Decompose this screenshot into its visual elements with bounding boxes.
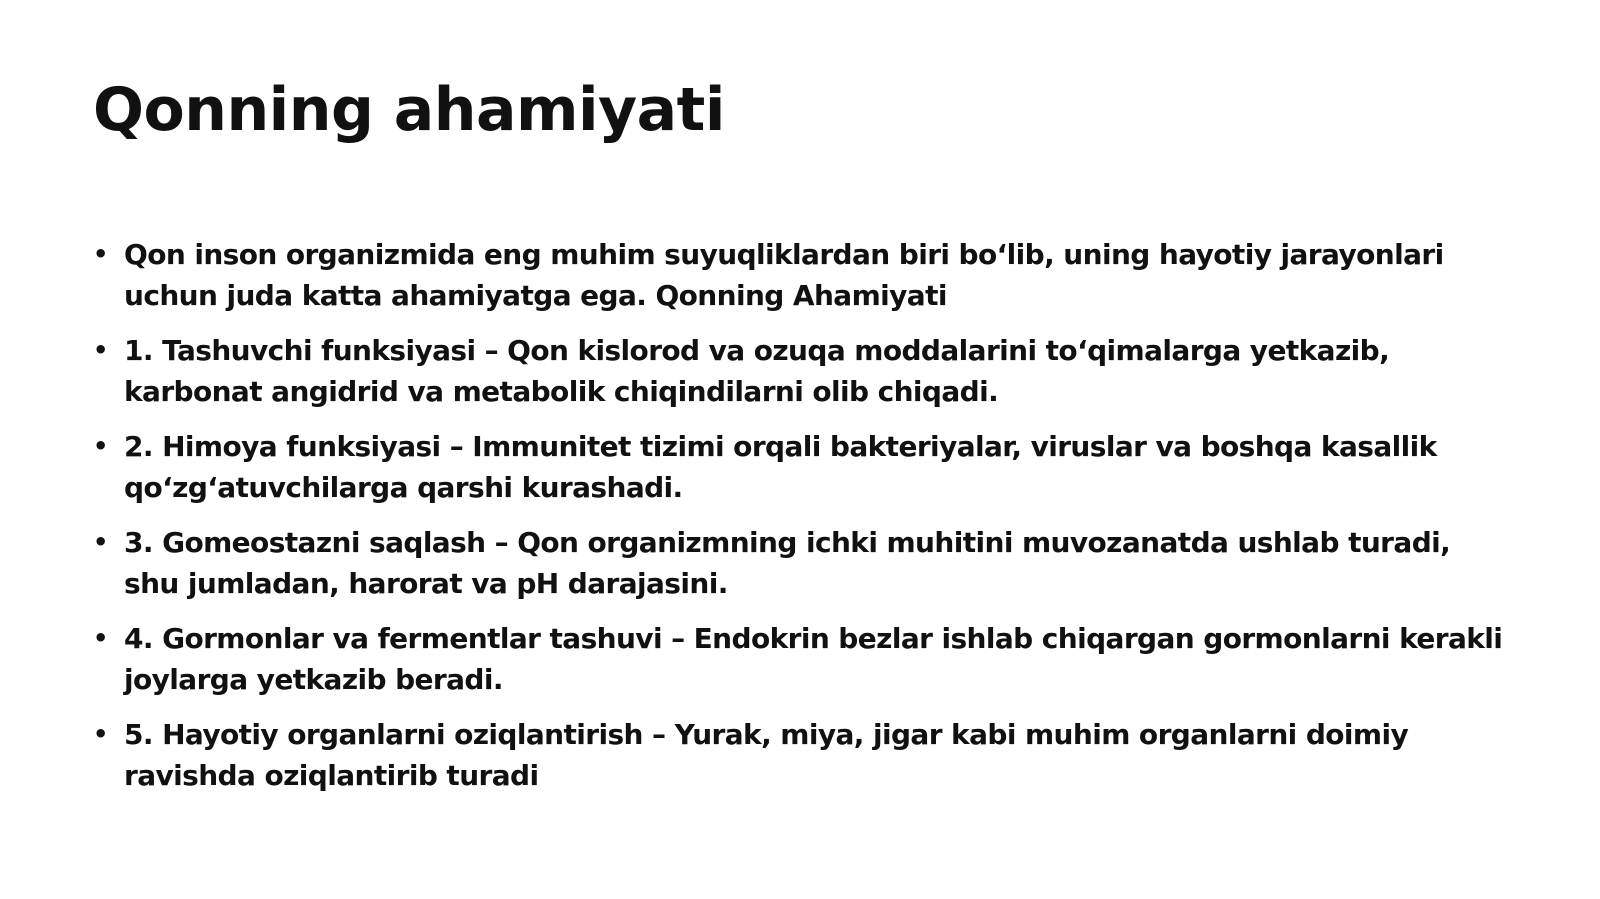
bullet-marker: • — [93, 720, 109, 748]
bullet-text: 2. Himoya funksiyasi – Immunitet tizimi orqali bakteriyalar, viruslar va boshqa kasallik qo‘zg‘atuvchilarga qarshi kurashadi. — [124, 430, 1437, 504]
slide-title: Qonning ahamiyati — [93, 75, 725, 145]
bullet-text: 1. Tashuvchi funksiyasi – Qon kislorod va ozuqa moddalarini to‘qimalarga yetkazib, karbonat angidrid va metabolik chiqindilarni olib chiqadi. — [124, 334, 1390, 408]
bullet-text: 5. Hayotiy organlarni oziqlantirish – Yurak, miya, jigar kabi muhim organlarni doimiy ravishda oziqlantirib turadi — [124, 718, 1409, 792]
bullet-item — [93, 234, 1513, 316]
bullet-marker: • — [93, 336, 109, 364]
bullet-marker: • — [93, 528, 109, 556]
bullet-text: 4. Gormonlar va fermentlar tashuvi – Endokrin bezlar ishlab chiqargan gormonlarni kerakli joylarga yetkazib beradi. — [124, 622, 1503, 696]
bullet-item — [93, 426, 1513, 508]
bullet-marker: • — [93, 624, 109, 652]
bullet-text: 3. Gomeostazni saqlash – Qon organizmning ichki muhitini muvozanatda ushlab turadi, shu jumladan, harorat va pH darajasini. — [124, 526, 1451, 600]
bullet-item — [93, 618, 1513, 700]
bullet-item — [93, 522, 1513, 604]
bullet-list — [93, 234, 1513, 810]
bullet-marker: • — [93, 432, 109, 460]
bullet-marker: • — [93, 240, 109, 268]
bullet-item — [93, 714, 1513, 796]
bullet-text: Qon inson organizmida eng muhim suyuqliklardan biri bo‘lib, uning hayotiy jarayonlari uchun juda katta ahamiyatga ega. Qonning Ahamiyati — [124, 238, 1444, 312]
bullet-item — [93, 330, 1513, 412]
